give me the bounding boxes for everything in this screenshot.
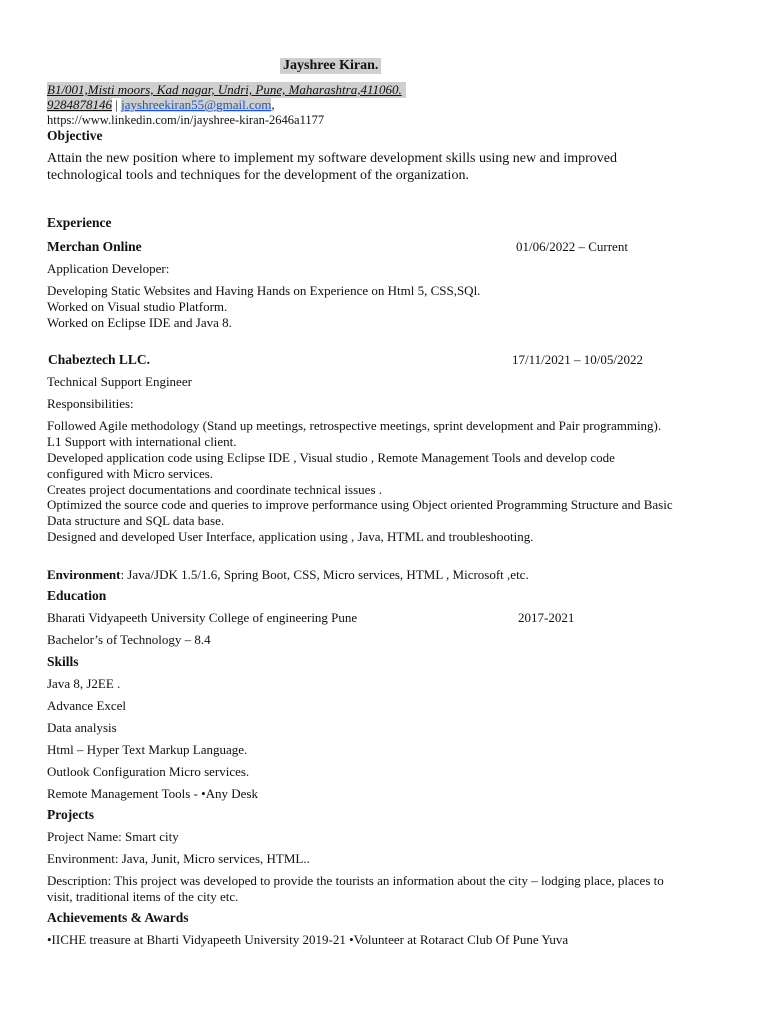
degree: Bachelor’s of Technology – 8.4: [47, 632, 211, 647]
company-name: Chabeztech LLC.: [48, 352, 150, 367]
objective-heading: Objective: [47, 128, 103, 143]
achievements-line: •IICHE treasure at Bharti Vidyapeeth University 2019-21 •Volunteer at Rotaract Club Of Pune Yuva: [47, 932, 569, 947]
job-role: Application Developer:: [47, 261, 170, 276]
job-duty: Followed Agile methodology (Stand up meetings, retrospective meetings, sprint development and Pair programming).: [47, 418, 662, 433]
resume-name: Jayshree Kiran.: [280, 58, 381, 74]
job-dates: 17/11/2021 – 10/05/2022: [512, 352, 643, 367]
skill-item: Advance Excel: [47, 698, 127, 713]
contact-separator: |: [112, 97, 122, 112]
environment-line: [47, 567, 529, 583]
contact-line: [47, 97, 275, 113]
email-trail: ,: [271, 97, 275, 112]
job-duty: Developed application code using Eclipse IDE , Visual studio , Remote Management Tools and develop code: [47, 450, 615, 465]
project-name: Project Name: Smart city: [47, 829, 179, 844]
job-duty: Developing Static Websites and Having Hands on Experience on Html 5, CSS,SQl.: [47, 283, 481, 298]
objective-line: Attain the new position where to implement my software development skills using new and improved: [47, 151, 618, 166]
job-dates: 01/06/2022 – Current: [516, 239, 628, 254]
job-duty: Data structure and SQL data base.: [47, 513, 225, 528]
company-name: Merchan Online: [47, 239, 142, 254]
environment-label: Environment: [47, 567, 121, 582]
education-years: 2017-2021: [518, 610, 575, 625]
skill-item: Remote Management Tools - •Any Desk: [47, 786, 259, 801]
projects-heading: Projects: [47, 807, 94, 822]
environment-text: : Java/JDK 1.5/1.6, Spring Boot, CSS, Micro services, HTML , Microsoft ,etc.: [120, 567, 529, 582]
job-duty: configured with Micro services.: [47, 466, 214, 481]
linkedin-url[interactable]: https://www.linkedin.com/in/jayshree-kiran-2646a1177: [47, 113, 325, 127]
address: B1/001,Misti moors, Kad nagar, Undri, Pune, Maharashtra,411060.: [47, 82, 406, 98]
skill-item: Data analysis: [47, 720, 117, 735]
objective-line: technological tools and techniques for the development of the organization.: [47, 168, 469, 183]
job-duty: Creates project documentations and coordinate technical issues .: [47, 482, 382, 497]
project-description: Description: This project was developed to provide the tourists an information about the city – lodging place, places to: [47, 873, 664, 888]
responsibilities-label: Responsibilities:: [47, 396, 134, 411]
job-duty: Worked on Visual studio Platform.: [47, 299, 228, 314]
phone-number: 9284878146: [47, 97, 112, 112]
job-duty: Designed and developed User Interface, application using , Java, HTML and troubleshooting.: [47, 529, 534, 544]
skills-heading: Skills: [47, 654, 79, 669]
college-name: Bharati Vidyapeeth University College of engineering Pune: [47, 610, 358, 625]
skill-item: Java 8, J2EE .: [47, 676, 121, 691]
achievements-heading: Achievements & Awards: [47, 910, 189, 925]
experience-heading: Experience: [47, 215, 112, 230]
education-heading: Education: [47, 588, 107, 603]
job-role: Technical Support Engineer: [47, 374, 192, 389]
project-environment: Environment: Java, Junit, Micro services, HTML..: [47, 851, 310, 866]
job-duty: Optimized the source code and queries to improve performance using Object oriented Programming Structure and Basic: [47, 497, 673, 512]
job-duty: L1 Support with international client.: [47, 434, 237, 449]
email-link[interactable]: jayshreekiran55@gmail.com: [121, 97, 272, 112]
job-duty: Worked on Eclipse IDE and Java 8.: [47, 315, 232, 330]
project-description: visit, traditional items of the city etc.: [47, 889, 239, 904]
skill-item: Outlook Configuration Micro services.: [47, 764, 250, 779]
skill-item: Html – Hyper Text Markup Language.: [47, 742, 248, 757]
